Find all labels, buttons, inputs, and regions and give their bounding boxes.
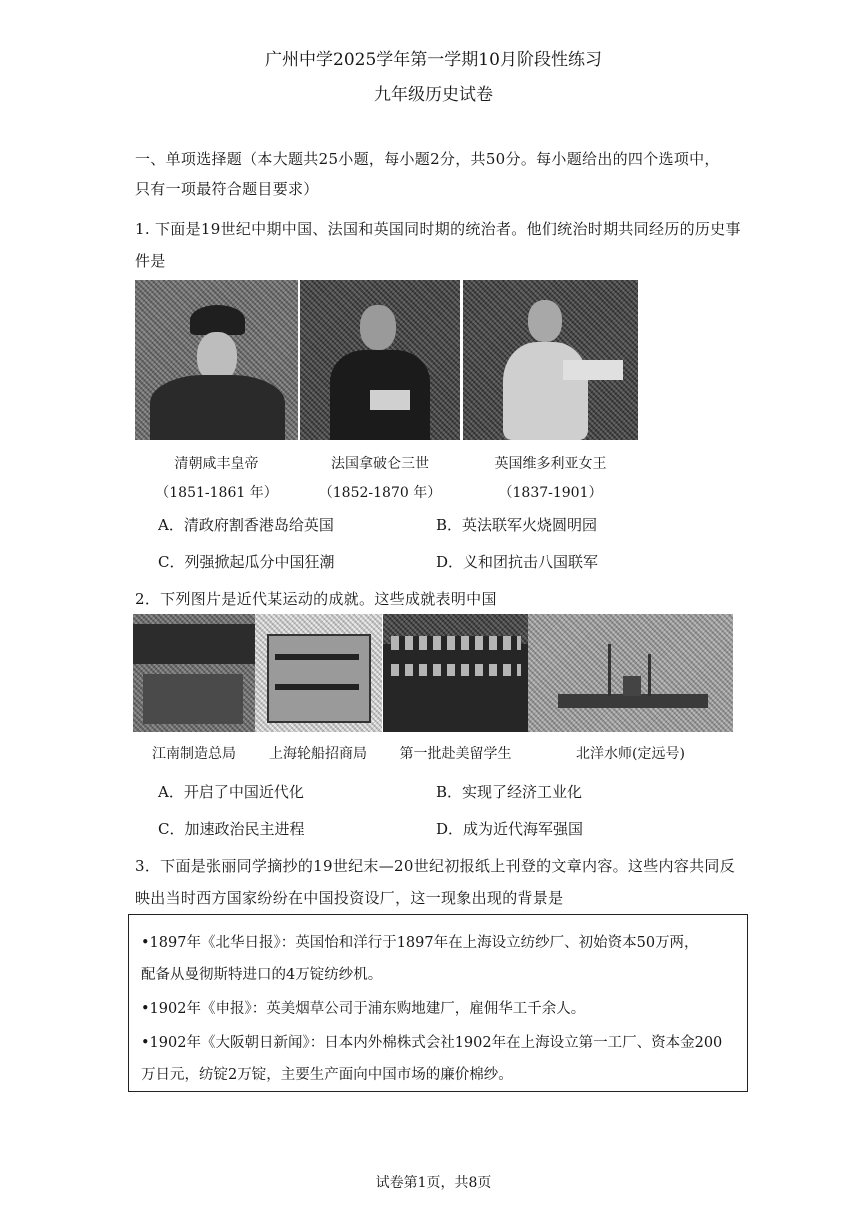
q2-photo-merchants-steam: [255, 614, 382, 732]
q3-source-line5: 万日元，纺锭2万锭，主要生产面向中国市场的廉价棉纱。: [141, 1067, 513, 1083]
q2-option-a: A．开启了中国近代化: [158, 783, 304, 801]
q2-photo-dingyuan: [528, 614, 733, 732]
q3-source-box: [128, 914, 748, 1092]
q2-caption-3: 第一批赴美留学生: [399, 746, 512, 762]
q3-stem-line2: 映出当时西方国家纷纷在中国投资设厂，这一现象出现的背景是: [135, 889, 564, 907]
q1-years-3: （1837-1901）: [498, 485, 603, 501]
q1-stem-line2: 件是: [135, 252, 166, 270]
section-instruction-line2: 只有一项最符合题目要求）: [135, 180, 319, 198]
section-instruction-line1: 一、单项选择题（本大题共25小题，每小题2分，共50分。每小题给出的四个选项中，: [135, 150, 720, 168]
exam-subtitle: 九年级历史试卷: [374, 85, 493, 105]
q1-option-d: D．义和团抗击八国联军: [436, 553, 599, 571]
page-footer: 试卷第1页，共8页: [375, 1175, 492, 1191]
q2-photo-jiangnan-arsenal: [133, 614, 255, 732]
q3-stem-line1: 3．下面是张丽同学摘抄的19世纪末—20世纪初报纸上刊登的文章内容。这些内容共同反: [135, 857, 736, 875]
q1-caption-1: 清朝咸丰皇帝: [174, 456, 259, 472]
q2-stem: 2．下列图片是近代某运动的成就。这些成就表明中国: [135, 590, 497, 608]
q2-caption-2: 上海轮船招商局: [269, 746, 367, 762]
q1-portrait-victoria: [463, 280, 638, 440]
q3-source-line1: •1897年《北华日报》：英国怡和洋行于1897年在上海设立纺纱厂、初始资本50万两，: [141, 935, 699, 951]
exam-title: 广州中学2025学年第一学期10月阶段性练习: [265, 50, 602, 70]
q1-portrait-napoleon-iii: [300, 280, 460, 440]
q1-option-c: C．列强掀起瓜分中国狂潮: [158, 553, 335, 571]
q2-photo-students: [383, 614, 528, 732]
q1-stem-line1: 1. 下面是19世纪中期中国、法国和英国同时期的统治者。他们统治时期共同经历的历史事: [135, 220, 741, 238]
q2-option-d: D．成为近代海军强国: [436, 820, 584, 838]
q1-caption-2: 法国拿破仑三世: [331, 456, 429, 472]
q1-option-b: B．英法联军火烧圆明园: [436, 516, 598, 534]
q2-option-c: C．加速政治民主进程: [158, 820, 305, 838]
q1-portrait-xianfeng: [135, 280, 298, 440]
q2-option-b: B．实现了经济工业化: [436, 783, 583, 801]
q1-years-1: （1851-1861 年）: [155, 485, 278, 501]
q3-source-line3: •1902年《申报》：英美烟草公司于浦东购地建厂，雇佣华工千余人。: [141, 1001, 586, 1017]
q2-caption-1: 江南制造总局: [152, 746, 236, 762]
q1-option-a: A．清政府割香港岛给英国: [158, 516, 334, 534]
q1-caption-3: 英国维多利亚女王: [494, 456, 607, 472]
q1-years-2: （1852-1870 年）: [318, 485, 442, 501]
q3-source-line4: •1902年《大阪朝日新闻》：日本内外棉株式会社1902年在上海设立第一工厂、资本金200: [141, 1035, 723, 1051]
q3-source-line2: 配备从曼彻斯特进口的4万锭纺纱机。: [141, 967, 383, 983]
q2-caption-4: 北洋水师(定远号): [576, 746, 685, 762]
